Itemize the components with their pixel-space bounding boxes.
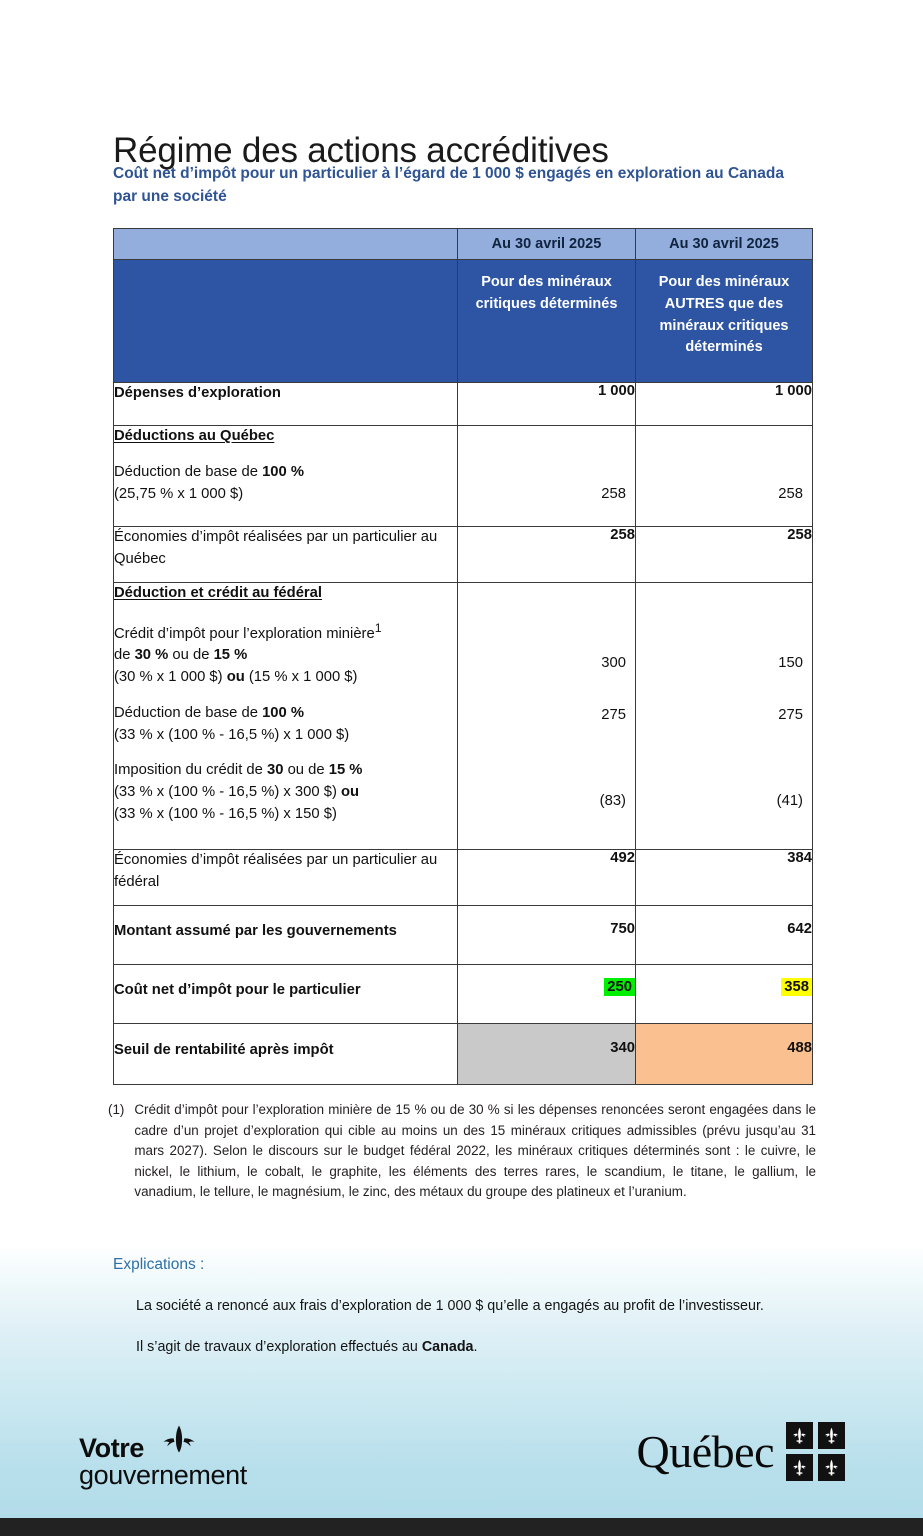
deduction-base-fed-prefix: Déduction de base de [114,704,263,721]
federal-imposition-col1-value: (83) [599,793,626,809]
table-row-cout-net [114,965,813,1024]
flag-quadrant-3 [786,1454,813,1481]
header-category-col1 [458,260,636,383]
deductions-qc-col1-value: 258 [601,486,626,502]
row-value-economies-fed-col2: 384 [636,850,813,906]
row-value-depenses-col1: 1 000 [458,383,636,426]
deduction-base-qc-pct: 100 % [262,463,305,480]
row-value-depenses-col2: 1 000 [636,383,813,426]
credit-formula-ou: ou [226,669,245,686]
row-value-montant-gouv-col1: 750 [458,906,636,965]
table-header-row-dates [114,229,813,260]
row-values-federal-col1 [458,583,636,850]
row-text-deduction-base-qc-formula: (25,75 % x 1 000 $) [114,485,244,502]
explications-item-2-suffix: . [473,1339,478,1355]
row-label-federal [114,583,458,850]
row-value-cout-net-col2 [636,965,813,1024]
credit-rate-30: 30 % [134,647,169,664]
row-value-deductions-qc-col2 [636,426,813,527]
table-row-federal [114,583,813,850]
header-date-col1 [458,229,636,260]
flag-quadrant-2 [818,1422,845,1449]
row-value-deductions-qc-col1 [458,426,636,527]
cout-net-col1-highlight: 250 [604,978,635,996]
credit-rates-prefix: de [114,647,135,664]
fleur-de-lys-icon [157,1425,201,1462]
deductions-qc-col2-value: 258 [778,486,803,502]
quebec-logo [637,1422,845,1481]
header-category-blank-cell [114,260,458,383]
table-row-economies-federal [114,850,813,906]
table-row-deductions-quebec [114,426,813,527]
header-category-col2-label: Pour des minéraux AUTRES que des minéraux critiques déterminés [658,274,790,356]
imposition-rate-15: 15 % [328,762,363,779]
imposition-formula-1: (33 % x (100 % - 16,5 %) x 300 $) [114,784,341,801]
row-label-depenses: Dépenses d’exploration [114,383,458,426]
page-title: Régime des actions accréditives [113,131,609,171]
row-value-economies-fed-col1: 492 [458,850,636,906]
row-label-seuil: Seuil de rentabilité après impôt [114,1024,458,1085]
table-row-seuil-rentabilite [114,1024,813,1085]
explications-item-1: La société a renoncé aux frais d’exploration de 1 000 $ qu’elle a engagés au profit de l’investisseur. [136,1298,764,1314]
federal-deduction-col2-value: 275 [778,707,803,723]
row-text-deduction-base-fed [114,703,457,725]
votre-gouvernement-line2: gouvernement [79,1460,247,1491]
credit-rate-15: 15 % [213,647,248,664]
header-date-col2-label: Au 30 avril 2025 [669,236,779,252]
imposition-prefix: Imposition du crédit de [114,762,267,779]
row-label-deductions-qc [114,426,458,527]
table-row-depenses-exploration [114,383,813,426]
row-value-seuil-col1: 340 [458,1024,636,1085]
row-value-seuil-col2: 488 [636,1024,813,1085]
table-row-montant-gouvernements [114,906,813,965]
table-header-row-categories [114,260,813,383]
flag-quadrant-1 [786,1422,813,1449]
section-heading-federal: Déduction et crédit au fédéral [114,585,323,601]
votre-gouvernement-line1: Votre [79,1433,145,1463]
header-category-col2 [636,260,813,383]
row-label-montant-gouv: Montant assumé par les gouvernements [114,906,458,965]
deduction-base-qc-prefix: Déduction de base de [114,463,263,480]
row-values-federal-col2 [636,583,813,850]
row-text-imposition-credit [114,760,457,782]
row-value-economies-qc-col2: 258 [636,527,813,583]
imposition-rate-30: 30 [266,762,284,779]
imposition-conj: ou de [283,762,329,779]
credit-formula-1: (30 % x 1 000 $) [114,669,227,686]
explications-heading: Explications : [113,1256,205,1273]
row-text-credit-impot [114,619,457,646]
federal-imposition-col2-value: (41) [776,793,803,809]
footnote-text: Crédit d’impôt pour l’exploration minière de 15 % ou de 30 % si les dépenses renoncées seront engagées dans le cadre d’un projet d’exploration qui cible au moins un des 15 minéraux critiques admissibles (prévu jusqu’au 31 mars 2027). Selon le discours sur le budget fédéral 2022, les minéraux critiques déterminés sont : le cuivre, le nickel, le lithium, le cobalt, le graphite, les éléments des terres rares, le scandium, le titane, le gallium, le vanadium, le tellure, le magnésium, le zinc, des métaux du groupe des platineux et l’uranium. [134,1102,816,1199]
row-label-cout-net: Coût net d’impôt pour le particulier [114,965,458,1024]
deduction-base-fed-pct: 100 % [262,704,305,721]
header-category-blank-label [114,260,457,382]
explications-item-2 [136,1339,478,1355]
federal-deduction-col1-value: 275 [601,707,626,723]
row-text-credit-formula [114,667,457,689]
table-row-economies-quebec [114,527,813,583]
row-text-imposition-formula-2: (33 % x (100 % - 16,5 %) x 150 $) [114,805,337,822]
header-date-col2 [636,229,813,260]
row-value-economies-qc-col1: 258 [458,527,636,583]
federal-credit-col1-value: 300 [601,655,626,671]
row-text-imposition-formula-1 [114,782,457,804]
votre-gouvernement-logo [79,1425,247,1489]
header-blank-cell [114,229,458,260]
row-value-cout-net-col1 [458,965,636,1024]
footnote [108,1100,816,1203]
row-value-montant-gouv-col2: 642 [636,906,813,965]
flag-quadrant-4 [818,1454,845,1481]
credit-impot-text: Crédit d’impôt pour l’exploration minière [114,625,375,642]
federal-credit-col2-value: 150 [778,655,803,671]
footnote-marker: (1) [108,1102,125,1117]
quebec-flag-icon [786,1422,845,1481]
quebec-wordmark: Québec [636,1425,774,1477]
credit-impot-footnote-marker: 1 [374,620,382,635]
section-heading-deductions-qc: Déductions au Québec [114,428,275,444]
tax-comparison-table [113,228,813,1085]
row-text-deduction-base-qc [114,462,457,484]
credit-rates-conj: ou de [168,647,214,664]
main-table-wrapper [113,228,812,1085]
imposition-formula-ou: ou [341,784,360,801]
header-date-col1-label: Au 30 avril 2025 [491,236,602,252]
explications-item-2-canada: Canada [421,1339,474,1355]
row-text-deduction-base-fed-formula: (33 % x (100 % - 16,5 %) x 1 000 $) [114,726,350,743]
page-subtitle: Coût net d’impôt pour un particulier à l’égard de 1 000 $ engagés en exploration au Canada par une société [113,165,784,205]
credit-formula-2: (15 % x 1 000 $) [244,669,358,686]
explications-item-2-prefix: Il s’agit de travaux d’exploration effectués au [136,1339,422,1355]
cout-net-col2-highlight: 358 [781,978,812,996]
header-category-col1-label: Pour des minéraux critiques déterminés [475,274,618,312]
row-label-economies-fed: Économies d’impôt réalisées par un particulier au fédéral [114,850,458,906]
row-text-credit-rates [114,645,457,667]
bottom-bar [0,1518,923,1536]
row-label-economies-qc: Économies d’impôt réalisées par un particulier au Québec [114,527,458,583]
